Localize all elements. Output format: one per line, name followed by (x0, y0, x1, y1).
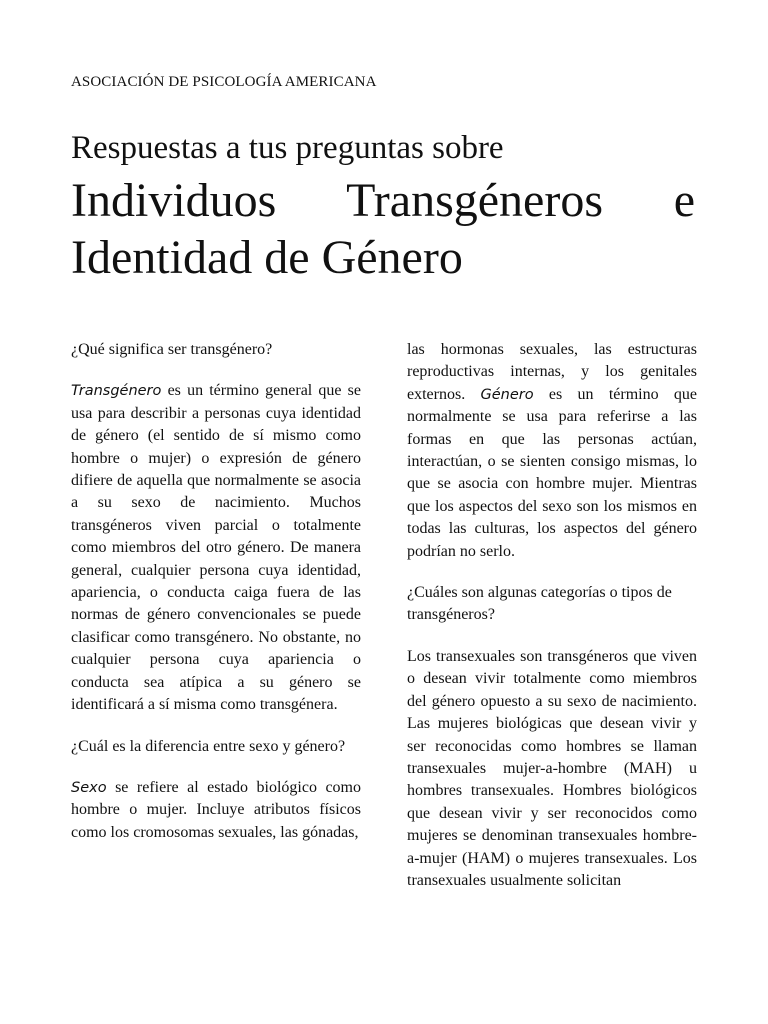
question-sex-vs-gender: ¿Cuál es la diferencia entre sexo y género? (71, 737, 346, 755)
title-line-1: Individuos Transgéneros e (71, 174, 695, 227)
right-column (407, 339, 697, 911)
term-transgenero: Transgénero (71, 383, 162, 400)
document-subtitle: Respuestas a tus preguntas sobre (71, 130, 504, 166)
answer-text: es un término que normalmente se usa para referirse a las formas en que las personas actúan, interactúan, o se sienten consigo mismas, lo que se asocia con hombre mujer. Mientras que los aspectos del sexo son los mismos en todas las culturas, los aspectos del género podrían no serlo. (407, 385, 697, 560)
title-line-2: Identidad de Género (71, 231, 463, 284)
answer-text: es un término general que se usa para describir a personas cuya identidad de género (el sentido de sí mismo como hombre o mujer) o expresión de género difiere de aquella que normalmente se asocia a su sexo de nacimiento. Muchos transgéneros viven parcial o totalmente como miembros del otro género. De manera general, cualquier persona cuya identidad, apariencia, o conducta caiga fuera de las normas de género convencionales se puede clasificar como transgénero. No obstante, no cualquier persona cuya apariencia o conducta sea atípica a su género se identificará a sí misma como transgénera. (71, 382, 361, 714)
answer-transgender-categories: Los transexuales son transgéneros que viven o desean vivir totalmente como miembros del género opuesto a su sexo de nacimiento. Las mujeres biológicas que desean vivir y ser reconocidas como hombres se llaman transexuales mujer-a-hombre (MAH) u hombres transexuales. Hombres biológicos que desean vivir y ser reconocidos como mujeres se denominan transexuales hombre-a-mujer (HAM) o mujeres transexuales. Los transexuales usualmente solicitan (407, 647, 697, 889)
answer-what-is-transgender (71, 380, 361, 716)
answer-text: las hormonas sexuales, las estructuras reproductivas internas, y los genitales externos. (407, 341, 697, 403)
answer-sex-vs-gender-continued (407, 339, 697, 563)
left-column (71, 339, 361, 863)
document-title (71, 172, 695, 286)
question-what-is-transgender: ¿Qué significa ser transgénero? (71, 341, 273, 358)
answer-text: se refiere al estado biológico como hombre o mujer. Incluye atributos físicos como los cromosomas sexuales, las gónadas, (71, 778, 361, 841)
term-sexo: Sexo (71, 779, 107, 796)
organization-name: ASOCIACIÓN DE PSICOLOGÍA AMERICANA (71, 74, 377, 90)
term-genero: Género (480, 386, 534, 403)
answer-sex-vs-gender (71, 777, 361, 844)
question-transgender-categories: ¿Cuáles son algunas categorías o tipos de transgéneros? (407, 584, 672, 624)
